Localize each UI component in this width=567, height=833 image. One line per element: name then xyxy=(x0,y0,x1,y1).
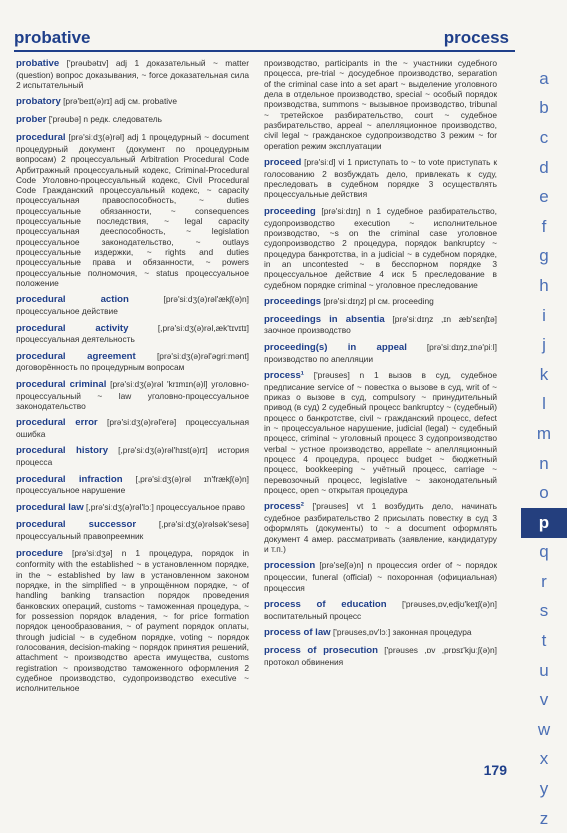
alphabet-tab-j: j xyxy=(542,335,546,355)
entry-headword: process of education xyxy=(264,598,387,610)
alphabet-tab-z: z xyxy=(539,808,549,828)
entry-headword: prober xyxy=(16,114,47,126)
entry-headword: procedural law xyxy=(16,501,84,513)
entry-definition: ['prəuses] n 1 вызов в суд, судебное предписание service of ~ повестка о вызове в суд, writ of ~ приказ о вызове в суд, compulsory ~ принудительный привод (в суд) 2 судебный процесс bankruptcy ~ (судебный) процесс о банкротстве, civil ~ гражданский процесс, defect in ~ процессуальное нарушение, judicial (legal) ~ судебный процесс, criminal ~ уголовный процесс 3 судопроизводство verbal ~ устное производство, appellate ~ апелляционный процесс 4 процедура, процесс budget ~ бюджетный процесс, bookkeeping ~ учётный процесс, carriage ~ перевозочный процесс, legislative ~ законодательный процесс, open ~ открытая процедура xyxy=(264,369,497,495)
entry-definition: ['prəuses ,ɒv ,prɒsɪ'kjuːʃ(ə)n] протокол обвинения xyxy=(264,644,498,667)
entry-headword: proceedings xyxy=(264,295,322,307)
alphabet-tab-l: l xyxy=(542,394,546,414)
entry-headword: procedural activity xyxy=(16,322,129,334)
dictionary-entry xyxy=(16,502,249,514)
entry-headword: process of prosecution xyxy=(264,644,378,656)
entry-headword: proceed xyxy=(264,156,302,168)
alphabet-tab-k: k xyxy=(539,364,549,384)
dictionary-entry xyxy=(16,294,249,316)
dictionary-entry xyxy=(264,342,497,364)
entry-definition: ['prəubətɪv] adj 1 доказательный ~ matter (question) вопрос доказывания, ~ force доказательная сила 2 испытательный xyxy=(16,58,249,91)
dictionary-entry xyxy=(16,474,249,496)
alphabet-index xyxy=(521,64,567,833)
entry-headword: probative xyxy=(16,58,60,69)
entry-headword: probatory xyxy=(16,96,61,108)
entry-headword: procedural history xyxy=(16,445,109,457)
entry-definition: [,prə'siːdʒ(ə)rəlsək'sesə] процессуальный правопреемник xyxy=(16,519,249,542)
entry-definition: [prə'siːdɪŋz,ɪnə'piːl] производство по апелляции xyxy=(264,341,497,364)
dictionary-entry xyxy=(16,379,249,411)
right-headword: process xyxy=(443,28,509,47)
alphabet-tab-b: b xyxy=(539,98,549,118)
entry-definition: [prə'seʃ(ə)n] n процессия order of ~ порядок процессии, funeral (official) ~ похоронная (официальная) процессия xyxy=(264,560,497,593)
dictionary-entry xyxy=(16,445,249,467)
alphabet-tab-s: s xyxy=(539,601,549,621)
entry-definition: [prə'siːdʒ(ə)rəl'erə] процессуальная ошибка xyxy=(16,417,249,440)
dictionary-entry xyxy=(16,132,249,288)
dictionary-entry xyxy=(264,599,497,621)
right-column xyxy=(264,58,497,673)
alphabet-tab-c: c xyxy=(539,127,549,147)
dictionary-entry xyxy=(264,206,497,290)
entry-headword: procedural criminal xyxy=(16,378,107,390)
alphabet-tab-t: t xyxy=(541,631,547,651)
entry-headword: procedural error xyxy=(16,417,98,429)
alphabet-tab-h: h xyxy=(539,275,549,295)
dictionary-entry xyxy=(16,519,249,541)
entry-definition: [prə'siːdʒ(ə)rəl] adj 1 процедурный ~ document процедурный документ (документ по процедурным вопросам) 2 процессуальный Arbitration Procedural Code Арбитражный процессуальный кодекс, Criminal-Procedural Code Уголовно-процессуальный кодекс, Civil Procedural Code Гражданский процессуальный кодекс, ~ capacity процессуальная правоспособность, ~ duties процессуальные обязанности, ~ consequences процессуальные последствия, ~ legal capacity процессуальная дееспособность, ~ legislation процессуальное законодательство, ~ outlays процессуальные издержки, ~ rights and duties процессуальные права и обязанности, ~ powers процессуальные полномочия, ~ status процессуальное положение xyxy=(16,132,249,289)
header-rule xyxy=(14,50,515,52)
left-column xyxy=(16,58,249,700)
dictionary-entry xyxy=(264,314,497,336)
entry-definition: ['prəuses,ɒv,edjʊ'keɪʃ(ə)n] воспитательный процесс xyxy=(264,598,497,621)
dictionary-entry xyxy=(264,560,497,592)
alphabet-tab-w: w xyxy=(537,719,551,739)
dictionary-entry xyxy=(264,627,497,639)
page-number: 179 xyxy=(483,762,507,778)
alphabet-tab-x: x xyxy=(539,749,549,769)
alphabet-tab-g: g xyxy=(539,246,549,266)
alphabet-tab-v: v xyxy=(539,690,549,710)
entry-headword: procedural agreement xyxy=(16,350,136,362)
entry-definition: [,prə'siːdʒ(ə)rəl'lɔː] процессуальное право xyxy=(83,501,245,512)
dictionary-entry xyxy=(264,645,497,667)
dictionary-entry xyxy=(264,370,497,495)
entry-definition: ['prəuses,ɒv'lɔː] законная процедура xyxy=(330,626,472,637)
dictionary-entry xyxy=(264,296,497,308)
entry-headword: procedural infraction xyxy=(16,473,123,485)
dictionary-entry xyxy=(16,96,249,108)
dictionary-entry xyxy=(264,157,497,200)
alphabet-tab-n: n xyxy=(539,453,549,473)
entry-definition: [prə'siːdʒə] n 1 процедура, порядок in conformity with the established ~ в установленном порядке, in the ~ established by law в установленном законом порядке, in the simplified ~ в упрощённом порядке, ~ of handling banking transaction порядок проведения банковских операций, customs ~ таможенная процедура, ~ for possession порядок владения, ~ for price formation порядок ценообразования, ~ of payment порядок оплаты, through judicial ~ в судебном порядке, voting ~ порядок голосования, decision-making ~ порядок принятия решений, attachment ~ производство ареста имущества, customs registration ~ производство таможенного оформления 2 судебное производство, судопроизводство executive ~ исполнительное xyxy=(16,547,249,694)
alphabet-tab-a: a xyxy=(539,68,549,88)
entry-definition: [,prə'siːdʒ(ə)rəl ɪn'frækʃ(ə)n] процессуальное нарушение xyxy=(16,473,249,496)
alphabet-tab-u: u xyxy=(539,660,549,680)
dictionary-entry xyxy=(264,501,497,554)
entry-headword: process of law xyxy=(264,626,331,638)
entry-definition: [prə'siːdɪŋz] pl см. proceeding xyxy=(321,295,434,306)
entry-definition: [,prə'siːdʒ(ə)rəl,æk'tɪvɪtɪ] процессуальная деятельность xyxy=(16,322,249,345)
entry-definition: [,prə'siːdʒ(ə)rəl'hɪst(ə)rɪ] история процесса xyxy=(16,445,249,468)
entry-definition: ['prəuses] vt 1 возбудить дело, начинать судебное разбирательство 2 присылать повестку в суд 3 оформлять (документы) to ~ a document оформлять документ 4 амер. рассматривать (заявление, кандидатуру и т.п.) xyxy=(264,501,497,555)
entry-definition: [prə'siːdɪŋ] n 1 судебное разбирательство, судопроизводство execution ~ исполнительное производство, ~s on the criminal case уголовное судопроизводство 2 процедура, порядок bankruptcy ~ процедура банкротства, in a judicial ~ в судебном порядке, in an uncontested ~ в бесспорном порядке 3 процессуальное действие 4 иск 5 преследование в судебном порядке criminal ~ уголовное преследование xyxy=(264,205,497,290)
dictionary-entry xyxy=(264,58,497,151)
entry-definition: [prə'siːdʒ(ə)rəl'əgriːmənt] договорённость по процедурным вопросам xyxy=(16,350,249,373)
entry-headword: process¹ xyxy=(264,369,304,381)
entry-headword: procedural xyxy=(16,132,66,144)
entry-headword: procedural successor xyxy=(16,519,137,531)
alphabet-tab-p: p xyxy=(521,508,567,538)
dictionary-entry xyxy=(16,114,249,126)
dictionary-entry xyxy=(16,58,249,90)
left-headword: probative xyxy=(14,28,91,47)
dictionary-entry xyxy=(16,417,249,439)
alphabet-tab-o: o xyxy=(539,483,549,503)
alphabet-tab-e: e xyxy=(539,187,549,207)
alphabet-tab-f: f xyxy=(541,216,547,236)
entry-definition: [prə'beɪt(ə)rɪ] adj см. probative xyxy=(60,96,177,107)
alphabet-tab-q: q xyxy=(539,542,549,562)
entry-definition: ['prəubə] n редк. следователь xyxy=(46,114,162,125)
entry-headword: procedure xyxy=(16,547,63,559)
entry-headword: proceedings in absentia xyxy=(264,313,385,325)
dictionary-entry xyxy=(16,351,249,373)
dictionary-entry xyxy=(16,323,249,345)
entry-headword: proceeding xyxy=(264,205,316,217)
entry-headword: proceeding(s) in appeal xyxy=(264,341,407,353)
entry-definition: производство, participants in the ~ участники судебного процесса, pre-trial ~ досудебное производство, separation of the criminal case into a set apart ~ выделение уголовного дела в отдельное производство, special ~ особый порядок производства, summons ~ вызывное производство, tribunal ~ третейское разбирательство, court ~ судебное разбирательство, appeal ~ апелляционное производство, civil legal ~ гражданское судопроизводство 3 режим ~ for operation режим эксплуатации xyxy=(264,58,497,151)
alphabet-tab-i: i xyxy=(542,305,546,325)
entry-headword: process² xyxy=(264,501,304,513)
entry-definition: [prə'siːdɪŋz ,ɪn æb'sɛnʃɪə] заочное производство xyxy=(264,313,497,336)
alphabet-tab-d: d xyxy=(539,157,549,177)
alphabet-tab-m: m xyxy=(536,423,552,443)
dictionary-entry xyxy=(16,548,249,694)
alphabet-tab-y: y xyxy=(539,779,549,799)
entry-headword: procession xyxy=(264,560,316,572)
entry-definition: [prə'siːdʒ(ə)rəl 'krɪmɪn(ə)l] уголовно-процессуальный ~ law уголовно-процессуальное законодательство xyxy=(16,378,249,411)
alphabet-tab-r: r xyxy=(541,571,547,591)
entry-definition: [prə'siːd] vi 1 приступать to ~ to vote приступать к голосованию 2 возбуждать дело, привлекать к суду, преследовать в судебном порядке 3 осуществлять процессуальные действия xyxy=(264,156,497,200)
entry-definition: [prə'siːdʒ(ə)rəl'ækʃ(ə)n] процессуальное действие xyxy=(16,294,249,317)
entry-headword: procedural action xyxy=(16,294,129,306)
